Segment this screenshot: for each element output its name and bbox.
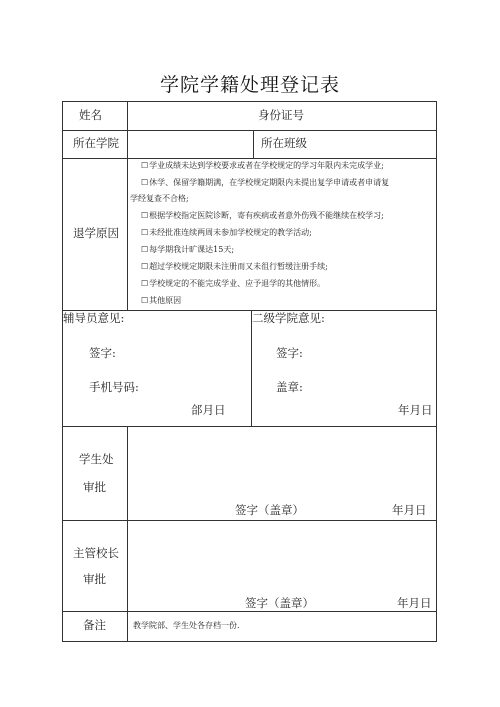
row-divider bbox=[63, 158, 436, 159]
reason-item[interactable]: ☐学校规定的不能完成学业、应予退学的其他情形。 bbox=[141, 279, 326, 288]
class-field[interactable] bbox=[323, 134, 431, 154]
name-id-field[interactable] bbox=[133, 106, 431, 126]
reason-item[interactable]: ☐休学、保留学籍期满，在学校规定期限内未提出复学申请或者申请复 bbox=[141, 178, 390, 187]
reason-item[interactable]: ☐学业成绩未达到学校要求或者在学校规定的学习年限内未完成学业; bbox=[141, 161, 384, 170]
checkbox-icon[interactable]: ☐ bbox=[141, 228, 149, 237]
student-office-label: 学生处 bbox=[79, 452, 114, 466]
student-office-date-label: 年月日 bbox=[392, 503, 427, 517]
registration-form bbox=[62, 101, 437, 642]
reason-item[interactable]: ☐根据学校指定医院诊断，寄有疾病或者意外伤残不能继续在校学习; bbox=[141, 211, 384, 220]
college-opinion-heading: 二级学院意见: bbox=[252, 311, 325, 325]
college-input-area[interactable] bbox=[313, 342, 431, 398]
vice-president-approval-label: 审批 bbox=[83, 572, 106, 586]
reason-item[interactable]: ☐未经批准连续两周未参加学校规定的教学活动; bbox=[141, 228, 312, 237]
college-seal-label: 盖章: bbox=[276, 380, 303, 394]
student-office-input-area[interactable] bbox=[133, 432, 431, 498]
class-label: 所在班级 bbox=[261, 136, 307, 150]
advisor-date-label: 郃月日 bbox=[191, 403, 226, 417]
id-number-label: 身份证号 bbox=[258, 108, 304, 122]
vice-president-label: 主管校长 bbox=[73, 546, 119, 560]
form-title: 学院学籍处理登记表 bbox=[159, 74, 340, 96]
remarks-text: 教学院部、学生处各存档一份. bbox=[133, 621, 240, 630]
row-divider bbox=[63, 520, 436, 521]
reason-item[interactable]: ☐其他原因 bbox=[141, 296, 182, 305]
col-divider bbox=[251, 310, 252, 426]
col-divider bbox=[127, 158, 128, 310]
row-divider bbox=[63, 611, 436, 612]
reason-item[interactable]: ☐每学期我计旷课达15天; bbox=[141, 245, 235, 254]
col-divider bbox=[127, 426, 128, 611]
student-office-sign-label: 签字（盖章） bbox=[235, 503, 304, 517]
college-date-label: 年月日 bbox=[398, 403, 433, 417]
advisor-input-area[interactable] bbox=[143, 342, 243, 398]
vice-president-date-label: 年月日 bbox=[397, 596, 432, 610]
advisor-phone-label: 手机号码: bbox=[89, 380, 139, 394]
college-sign-label: 签字: bbox=[276, 346, 303, 360]
row-divider bbox=[63, 130, 436, 131]
col-divider bbox=[127, 102, 128, 130]
checkbox-icon[interactable]: ☐ bbox=[141, 178, 149, 187]
checkbox-icon[interactable]: ☐ bbox=[141, 245, 149, 254]
checkbox-icon[interactable]: ☐ bbox=[141, 161, 149, 170]
withdrawal-reason-label: 退学原因 bbox=[73, 226, 119, 240]
checkbox-icon[interactable]: ☐ bbox=[141, 262, 149, 271]
checkbox-icon[interactable]: ☐ bbox=[141, 211, 149, 220]
name-label: 姓名 bbox=[79, 108, 102, 122]
student-office-approval-label: 审批 bbox=[83, 480, 106, 494]
checkbox-icon[interactable]: ☐ bbox=[141, 296, 149, 305]
col-divider bbox=[127, 130, 128, 158]
col-divider bbox=[127, 611, 128, 641]
reason-item[interactable]: ☐超过学校规定期限未注册而又未徂行暂缓注册手续; bbox=[141, 262, 328, 271]
row-divider bbox=[63, 426, 436, 427]
vice-president-input-area[interactable] bbox=[133, 526, 431, 592]
remarks-label: 备注 bbox=[83, 618, 106, 632]
college-field[interactable] bbox=[133, 134, 247, 154]
advisor-sign-label: 签字: bbox=[89, 346, 116, 360]
vice-president-sign-label: 签字（盖章） bbox=[245, 596, 314, 610]
reason-item-continued: 学经复查不合格; bbox=[130, 194, 189, 203]
college-label: 所在学院 bbox=[73, 136, 119, 150]
col-divider bbox=[253, 130, 254, 158]
advisor-opinion-heading: 辅导员意见: bbox=[63, 311, 125, 325]
checkbox-icon[interactable]: ☐ bbox=[141, 279, 149, 288]
